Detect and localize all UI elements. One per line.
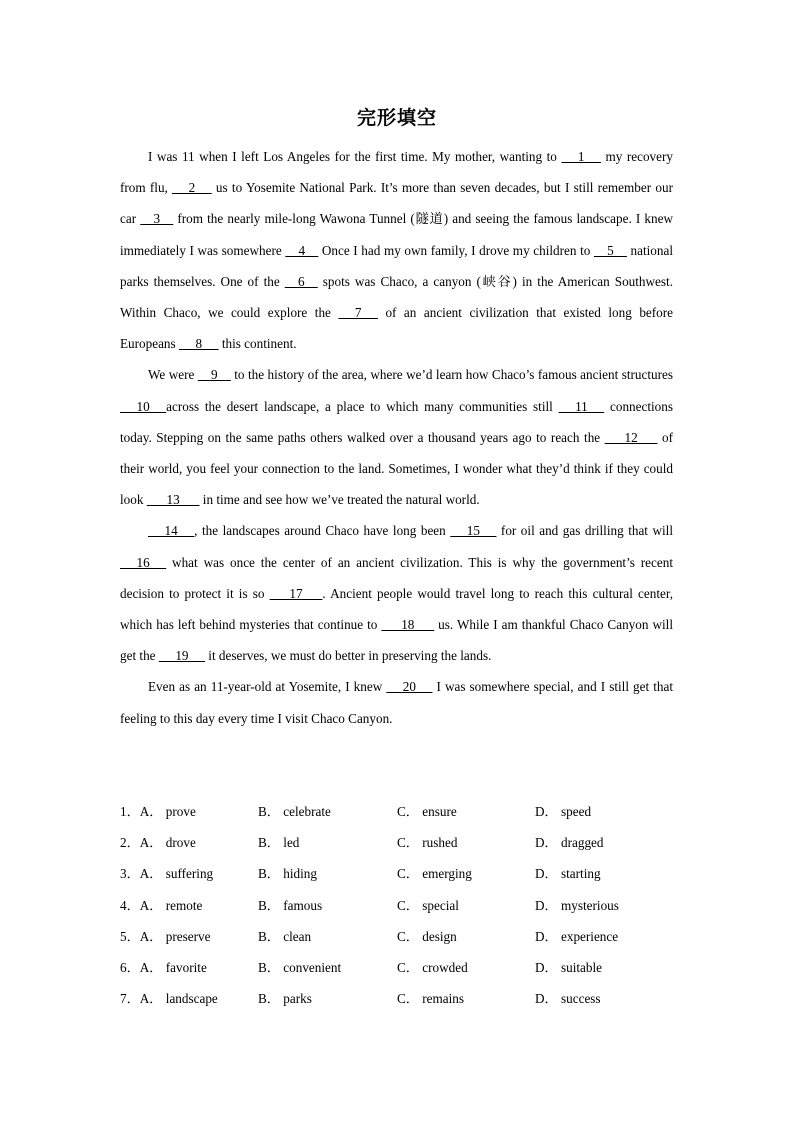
question-row [120,858,720,889]
option-b[interactable]: B． led [258,835,300,851]
question-row [120,952,720,983]
blank-19[interactable]: 19 [158,648,205,664]
question-row [120,890,720,921]
blank-20[interactable]: 20 [386,679,433,695]
option-b[interactable]: B． celebrate [258,804,331,819]
blank-16[interactable]: 16 [120,554,167,570]
option-d[interactable]: D． dragged [535,835,604,851]
option-d[interactable]: D． mysterious [535,897,619,913]
blank-18[interactable]: 18 [381,617,435,633]
question-row [120,796,720,827]
blank-9[interactable]: 9 [197,367,231,383]
option-d[interactable]: D． suitable [535,959,603,975]
option-c[interactable]: C． remains [397,991,465,1007]
question-row [120,921,720,952]
blank-8[interactable]: 8 [178,336,219,352]
option-c[interactable]: C． design [397,928,457,944]
option-b[interactable]: B． convenient [258,959,342,975]
blank-12[interactable]: 12 [604,429,658,445]
blank-3[interactable]: 3 [140,211,174,227]
option-c[interactable]: C． crowded [397,959,468,975]
option-a[interactable]: 6．A． favorite [120,959,207,975]
option-b[interactable]: B． clean [258,928,312,944]
blank-1[interactable]: 1 [561,149,601,164]
blank-14[interactable]: 14 [148,523,195,539]
blank-6[interactable]: 6 [284,273,318,289]
question-row [120,827,720,858]
option-d[interactable]: D． speed [535,804,592,819]
passage-paragraph: Even as an 11-year-old at Yosemite, I knew 20 I was somewhere special, and I still get that feeling to this day every time I visit Chaco Canyon. [120,671,673,733]
blank-17[interactable]: 17 [269,585,323,601]
blank-5[interactable]: 5 [593,242,627,258]
option-a[interactable]: 2．A． drove [120,835,196,851]
blank-15[interactable]: 15 [450,523,497,539]
option-a[interactable]: 4．A． remote [120,897,203,913]
passage-paragraph: 14 , the landscapes around Chaco have long been 15 for oil and gas drilling that will 16 what was once the center of an ancient civilization. This is why the government’s recent decision to protect it is so 17 . Ancient people would travel long to reach this cultural center, which has left behind mysteries that continue to 18 us. While I am thankful Chaco Canyon will get the 19 it deserves, we must do better in preserving the lands. [120,515,673,671]
option-c[interactable]: C． emerging [397,866,472,882]
passage-paragraph: I was 11 when I left Los Angeles for the first time. My mother, wanting to 1 my recovery from flu, 2 us to Yosemite National Park. It’s more than seven decades, but I still remember our car 3 from the nearly mile-long Wawona Tunnel (隧道) and seeing the famous landscape. I knew immediately I was somewhere 4 Once I had my own family, I drove my children to 5 national parks themselves. One of the 6 spots was Chaco, a canyon (峡谷) in the American Southwest. Within Chaco, we could explore the 7 of an ancient civilization that existed long before Europeans 8 this continent. [120,141,673,359]
option-d[interactable]: D． experience [535,928,619,944]
blank-11[interactable]: 11 [558,398,605,414]
option-b[interactable]: B． parks [258,991,312,1007]
option-b[interactable]: B． hiding [258,866,317,882]
option-d[interactable]: D． success [535,991,601,1007]
passage-paragraph: We were 9 to the history of the area, where we’d learn how Chaco’s famous ancient structures 10 across the desert landscape, a place to which many communities still 11 connections today. Stepping on the same paths others walked over a thousand years ago to reach the 12 of their world, you feel your connection to the land. Sometimes, I wonder what they’d think if they could look 13 in time and see how we’ve treated the natural world. [120,359,673,515]
question-row [120,983,720,1014]
option-a[interactable]: 7．A． landscape [120,991,218,1007]
cloze-passage [120,141,673,734]
blank-10[interactable]: 10 [120,398,167,414]
blank-4[interactable]: 4 [285,242,319,258]
option-a[interactable]: 3．A． suffering [120,866,214,882]
option-a[interactable]: 1．A． prove [120,804,196,819]
option-a[interactable]: 5．A． preserve [120,928,211,944]
option-b[interactable]: B． famous [258,897,323,913]
options-list [120,796,720,1014]
option-c[interactable]: C． ensure [397,804,457,819]
option-c[interactable]: C． special [397,897,459,913]
blank-13[interactable]: 13 [146,492,200,508]
option-d[interactable]: D． starting [535,866,601,882]
page-title: 完形填空 [356,107,437,129]
option-c[interactable]: C． rushed [397,835,458,851]
blank-7[interactable]: 7 [338,305,378,321]
blank-2[interactable]: 2 [172,180,212,196]
